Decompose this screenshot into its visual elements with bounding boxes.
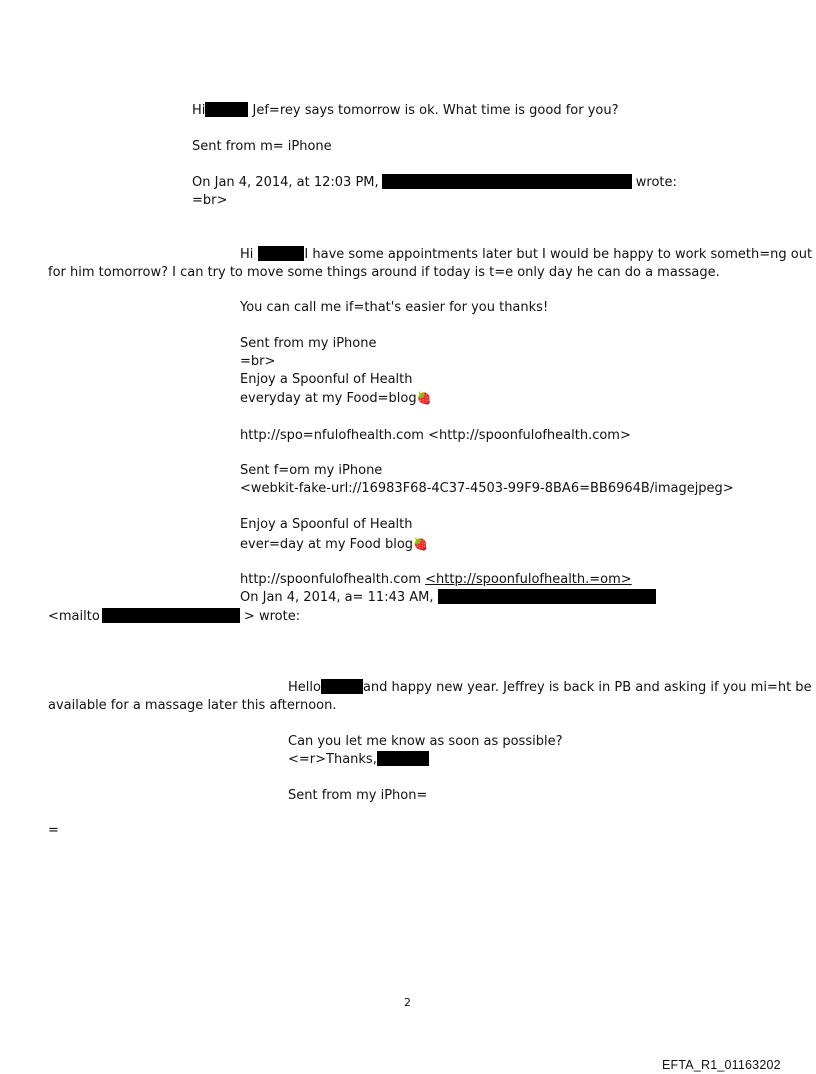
text-line: http://spoonfulofhealth.com <http://spoonfulofhealth.=om> — [240, 572, 632, 587]
document-id: EFTA_R1_01163202 — [662, 1058, 781, 1072]
redaction-box — [102, 608, 240, 623]
text-line: = — [48, 823, 59, 838]
redaction-box — [438, 589, 656, 604]
text-line: <webkit-fake-url://16983F68-4C37-4503-99F9-8BA6=BB6964B/imagejpeg> — [240, 481, 734, 496]
link-text[interactable]: <http://spoonfulofhealth.=om> — [425, 572, 632, 587]
text-line: Sent f=om my iPhone — [240, 463, 383, 478]
text-line: Sent from my iPhone — [240, 336, 377, 351]
text-line: Enjoy a Spoonful of Health — [240, 517, 413, 532]
redaction-box — [377, 751, 429, 766]
text-line: for him tomorrow? I can try to move some things around if today is t=e only day he can do a massage. — [48, 265, 720, 280]
text-line: Sent from m= iPhone — [192, 139, 332, 154]
redaction-box — [205, 102, 248, 117]
text-line: Sent from my iPhon= — [288, 788, 428, 803]
text-line: ever=day at my Food blog🍓 — [240, 537, 428, 552]
text-line: On Jan 4, 2014, a= 11:43 AM, — [240, 589, 656, 607]
strawberry-icon: 🍓 — [413, 537, 428, 551]
text-line: Can you let me know as soon as possible? — [288, 734, 563, 749]
strawberry-icon: 🍓 — [416, 391, 432, 405]
text-line: everyday at my Food=blog🍓 — [240, 391, 432, 406]
text-line: <=r>Thanks, — [288, 751, 429, 769]
text-line: =br> — [240, 354, 276, 369]
redaction-box — [382, 174, 632, 189]
text-line: available for a massage later this afternoon. — [48, 698, 337, 713]
redaction-box — [321, 679, 363, 694]
text-line: =br> — [192, 193, 228, 208]
text-line: <mailto > wrote: — [48, 609, 301, 624]
text-line: Hello and happy new year. Jeffrey is back in PB and asking if you mi=ht be — [288, 680, 812, 695]
text-line: On Jan 4, 2014, at 12:03 PM, wrote: — [192, 175, 677, 190]
page-number: 2 — [404, 996, 411, 1009]
text-line: http://spo=nfulofhealth.com <http://spoonfulofhealth.com> — [240, 428, 631, 443]
redaction-box — [258, 246, 304, 261]
text-line: Enjoy a Spoonful of Health — [240, 372, 413, 387]
text-line: Hi Jef=rey says tomorrow is ok. What time is good for you? — [192, 103, 619, 118]
text-line: You can call me if=that's easier for you thanks! — [240, 300, 549, 315]
text-line: Hi I have some appointments later but I would be happy to work someth=ng out — [240, 247, 813, 262]
